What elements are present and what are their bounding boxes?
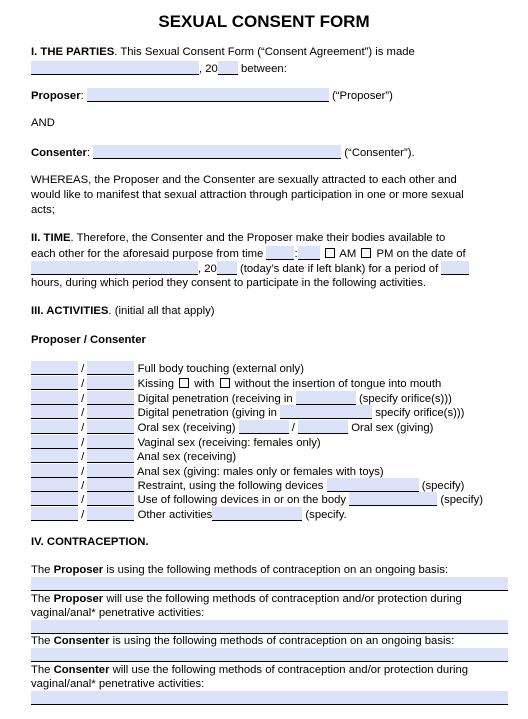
contraception-p2	[31, 592, 462, 606]
proposer-initial-field[interactable]	[31, 361, 78, 375]
time-heading: II. TIME	[31, 232, 71, 244]
activity-row	[31, 405, 464, 420]
activity-row	[31, 376, 441, 391]
and-text: AND	[31, 117, 55, 129]
time-text: . Therefore, the Consenter and the Proposer make their bodies available to	[70, 232, 446, 244]
proposer-suffix: (“Proposer”)	[328, 90, 393, 102]
page-title: SEXUAL CONSENT FORM	[158, 12, 370, 31]
proposer-label: Proposer	[31, 90, 81, 102]
period-label: (today’s date if left blank) for a period of	[236, 263, 439, 275]
agreement-year-field[interactable]	[218, 61, 238, 75]
activity-label: Restraint, using the following devices	[137, 480, 327, 492]
activities-subheading: Proposer / Consenter	[31, 334, 146, 346]
proposer-name-field[interactable]	[87, 88, 329, 102]
activities-note: . (initial all that apply)	[108, 305, 215, 317]
between-label: between:	[237, 63, 287, 75]
am-label: AM	[336, 248, 360, 260]
contraception-p1	[31, 563, 448, 577]
oral-giving-field[interactable]	[298, 420, 348, 434]
start-minute-field[interactable]	[298, 246, 320, 260]
consenter-initial-field[interactable]	[87, 405, 134, 419]
proposer-initial-field[interactable]	[31, 420, 78, 434]
slash: /	[81, 509, 85, 521]
time-line-4: hours, during which period they consent to participate in the following activities.	[31, 277, 426, 289]
p4-prefix: The	[31, 664, 54, 676]
consenter-initial-field[interactable]	[87, 435, 134, 449]
activities-heading: III. ACTIVITIES	[31, 305, 109, 317]
parties-date-line	[31, 61, 287, 76]
body-devices-field[interactable]	[349, 492, 437, 506]
proposer-initial-field[interactable]	[31, 478, 78, 492]
p1-party: Proposer	[53, 564, 104, 576]
specify-label: (specify)	[418, 480, 465, 492]
consenter-initial-field[interactable]	[87, 478, 134, 492]
proposer-initial-field[interactable]	[31, 435, 78, 449]
consent-date-field[interactable]	[31, 261, 198, 275]
contraception-p4-line2: vaginal/anal* penetrative activities:	[31, 678, 205, 690]
activity-label: Anal sex (receiving)	[136, 451, 237, 463]
consenter-initial-field[interactable]	[87, 376, 134, 390]
p2-text: will use the following methods of contraception and/or protection during	[103, 593, 462, 605]
consenter-initial-field[interactable]	[87, 391, 134, 405]
slash: /	[288, 422, 295, 434]
proposer-colon: :	[80, 90, 84, 102]
contraception-p2-line2: vaginal/anal* penetrative activities:	[31, 607, 205, 619]
activity-label: Kissing	[137, 378, 178, 390]
proposer-line	[31, 88, 393, 103]
activity-row	[31, 478, 464, 493]
parties-text: . This Sexual Consent Form (“Consent Agreement”) is made	[114, 46, 415, 58]
consenter-initial-field[interactable]	[87, 361, 134, 375]
p3-prefix: The	[31, 635, 54, 647]
pm-label: PM on the date of	[373, 248, 466, 260]
activity-label: Full body touching (external only)	[137, 363, 304, 375]
activity-row	[31, 435, 321, 450]
activity-label: Oral sex (receiving)	[137, 422, 236, 434]
activity-label: Vaginal sex (receiving: females only)	[137, 437, 321, 449]
slash: /	[81, 437, 85, 449]
time-colon: :	[294, 248, 298, 260]
consent-year-field[interactable]	[217, 261, 237, 275]
whereas-line-1: WHEREAS, the Proposer and the Consenter are sexually attracted to each other and	[31, 174, 457, 186]
slash: /	[81, 466, 85, 478]
activity-row	[31, 507, 347, 522]
proposer-ongoing-contraception-field[interactable]	[31, 577, 508, 591]
activity-label: Other activities	[137, 509, 213, 521]
contraception-heading-line	[31, 535, 149, 549]
date-year-prefix: , 20	[198, 263, 217, 275]
proposer-initial-field[interactable]	[31, 464, 78, 478]
activity-row	[31, 420, 433, 435]
consenter-name-field[interactable]	[93, 145, 341, 159]
consenter-initial-field[interactable]	[87, 492, 134, 506]
time-line-2	[31, 246, 466, 261]
proposer-initial-field[interactable]	[31, 405, 78, 419]
parties-line	[31, 45, 415, 59]
whereas-line-2: would like to manifest that sexual attraction through participation in one or more sexual	[31, 189, 464, 201]
activity-label: Use of following devices in or on the body	[137, 494, 350, 506]
proposer-initial-field[interactable]	[31, 507, 78, 521]
consenter-initial-field[interactable]	[87, 449, 134, 463]
year-prefix: , 20	[199, 63, 218, 75]
activity-label: Oral sex (giving)	[348, 422, 434, 434]
slash: /	[81, 480, 85, 492]
consenter-initial-field[interactable]	[87, 507, 134, 521]
time-from-label: each other for the aforesaid purpose from time	[31, 248, 264, 260]
orifice-giving-field[interactable]	[280, 405, 372, 419]
other-activities-field[interactable]	[212, 507, 302, 521]
slash: /	[81, 407, 85, 419]
p1-prefix: The	[31, 564, 54, 576]
specify-label: (specify.	[302, 509, 347, 521]
proposer-initial-field[interactable]	[31, 391, 78, 405]
proposer-activity-contraception-field[interactable]	[31, 620, 508, 634]
activity-row	[31, 361, 304, 376]
slash: /	[81, 363, 85, 375]
specify-label: specify orifice(s)))	[372, 407, 465, 419]
consenter-suffix: (“Consenter”).	[341, 147, 415, 159]
slash: /	[81, 393, 85, 405]
slash: /	[81, 451, 85, 463]
proposer-initial-field[interactable]	[31, 376, 78, 390]
with-label: with	[191, 378, 218, 390]
time-line-1	[31, 231, 445, 245]
parties-heading: I. THE PARTIES	[31, 46, 115, 58]
consenter-initial-field[interactable]	[87, 420, 134, 434]
start-hour-field[interactable]	[266, 246, 294, 260]
specify-label: (specify orifice(s)))	[355, 393, 452, 405]
activity-label: Anal sex (giving: males only or females with toys)	[136, 466, 384, 478]
contraception-p3	[31, 634, 454, 648]
activity-label: Digital penetration (receiving in	[137, 393, 296, 405]
specify-label: (specify)	[437, 494, 484, 506]
consenter-activity-contraception-field[interactable]	[31, 691, 508, 705]
agreement-date-field[interactable]	[31, 61, 199, 75]
activities-heading-line	[31, 304, 215, 318]
p3-text: is using the following methods of contraception on an ongoing basis:	[109, 635, 455, 647]
consenter-line	[31, 145, 415, 160]
heading-dot: .	[145, 536, 149, 548]
consenter-label: Consenter	[31, 147, 87, 159]
am-checkbox[interactable]	[325, 248, 335, 258]
period-hours-field[interactable]	[441, 261, 469, 275]
activity-row	[31, 449, 236, 464]
p4-party: Consenter	[53, 664, 110, 676]
pm-checkbox[interactable]	[361, 248, 371, 258]
with-tongue-checkbox[interactable]	[179, 378, 189, 388]
activity-label: Digital penetration (giving in	[137, 407, 281, 419]
p3-party: Consenter	[53, 635, 110, 647]
p1-text: is using the following methods of contraception on an ongoing basis:	[103, 564, 448, 576]
activity-row	[31, 391, 452, 406]
without-tongue-checkbox[interactable]	[220, 378, 230, 388]
activity-row	[31, 464, 384, 479]
consenter-ongoing-contraception-field[interactable]	[31, 648, 508, 662]
consenter-colon: :	[86, 147, 91, 159]
activity-row	[31, 492, 483, 507]
p2-party: Proposer	[53, 593, 104, 605]
proposer-initial-field[interactable]	[31, 492, 78, 506]
proposer-initial-field[interactable]	[31, 449, 78, 463]
p4-text: will use the following methods of contraception and/or protection during	[109, 664, 469, 676]
time-line-3	[31, 261, 469, 276]
whereas-line-3: acts;	[31, 204, 55, 216]
oral-receiving-field[interactable]	[239, 420, 289, 434]
orifice-receiving-field[interactable]	[296, 391, 356, 405]
slash: /	[81, 378, 85, 390]
slash: /	[81, 494, 85, 506]
contraception-heading: IV. CONTRACEPTION	[31, 536, 146, 548]
restraint-devices-field[interactable]	[327, 478, 419, 492]
consenter-initial-field[interactable]	[87, 464, 134, 478]
slash: /	[81, 422, 85, 434]
contraception-p4	[31, 663, 468, 677]
without-label: without the insertion of tongue into mouth	[231, 378, 442, 390]
p2-prefix: The	[31, 593, 54, 605]
